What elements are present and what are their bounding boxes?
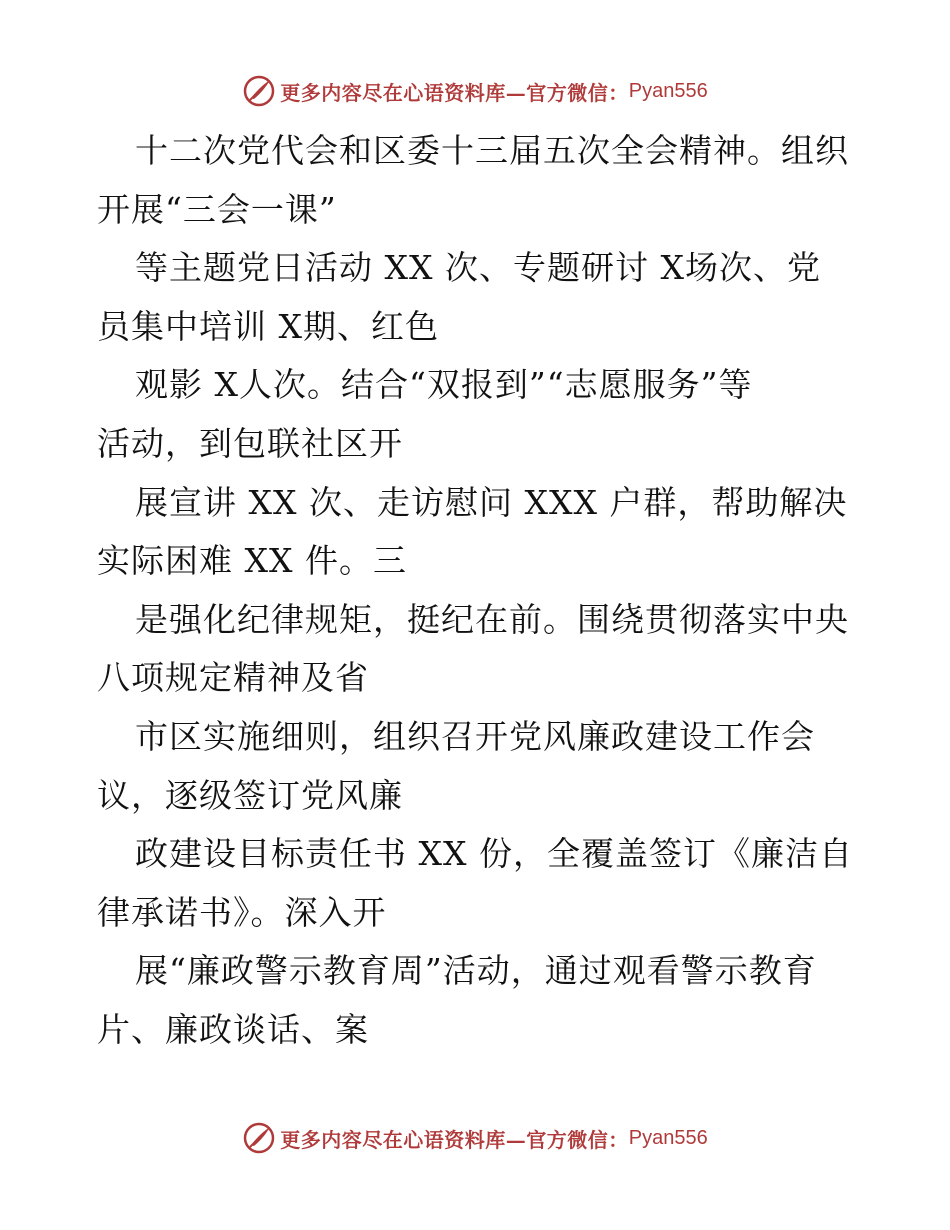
footer-watermark (0, 1118, 950, 1158)
watermark-text: 更多内容尽在心语资料库—官方微信： (280, 80, 629, 105)
paragraph-line: 律承诺书》。深入开 (97, 892, 387, 932)
paragraph-line: 市区实施细则，组织召开党风廉政建设工作会 (135, 716, 815, 756)
paragraph-line: 十二次党代会和区委十三届五次全会精神。组织 (135, 131, 849, 170)
paragraph-line: 活动，到包联社区开 (97, 423, 403, 463)
paragraph-line: 片、廉政谈话、案 (97, 1009, 369, 1049)
paragraph-line: 议，逐级签订党风廉 (97, 775, 403, 815)
paragraph-line: 等主题党日活动 XX 次、专题研讨 X场次、党 (135, 248, 821, 288)
paragraph-line: 实际困难 XX 件。三 (97, 541, 407, 581)
paragraph-line: 开展“三会一课” (97, 189, 337, 229)
feather-seal-icon (242, 1121, 276, 1155)
paragraph-line: 展“廉政警示教育周”活动，通过观看警示教育 (135, 951, 817, 991)
paragraph-line: 观影 X人次。结合“双报到”“志愿服务”等 (135, 365, 753, 405)
paragraph-line: 八项规定精神及省 (97, 658, 369, 698)
paragraph-line: 员集中培训 X期、红色 (97, 306, 439, 346)
paragraph-line: 政建设目标责任书 XX 份，全覆盖签订《廉洁自 (135, 834, 853, 874)
paragraph-line: 是强化纪律规矩，挺纪在前。围绕贯彻落实中央 (135, 599, 849, 639)
watermark-id: Pyan556 (628, 1126, 708, 1149)
header-watermark (0, 71, 950, 111)
paragraph-line: 展宣讲 XX 次、走访慰问 XXX 户群，帮助解决 (135, 482, 848, 522)
watermark-text: 更多内容尽在心语资料库—官方微信： (280, 1127, 629, 1152)
body-text (97, 122, 867, 1060)
feather-seal-icon (242, 74, 276, 108)
watermark-id: Pyan556 (628, 79, 708, 102)
